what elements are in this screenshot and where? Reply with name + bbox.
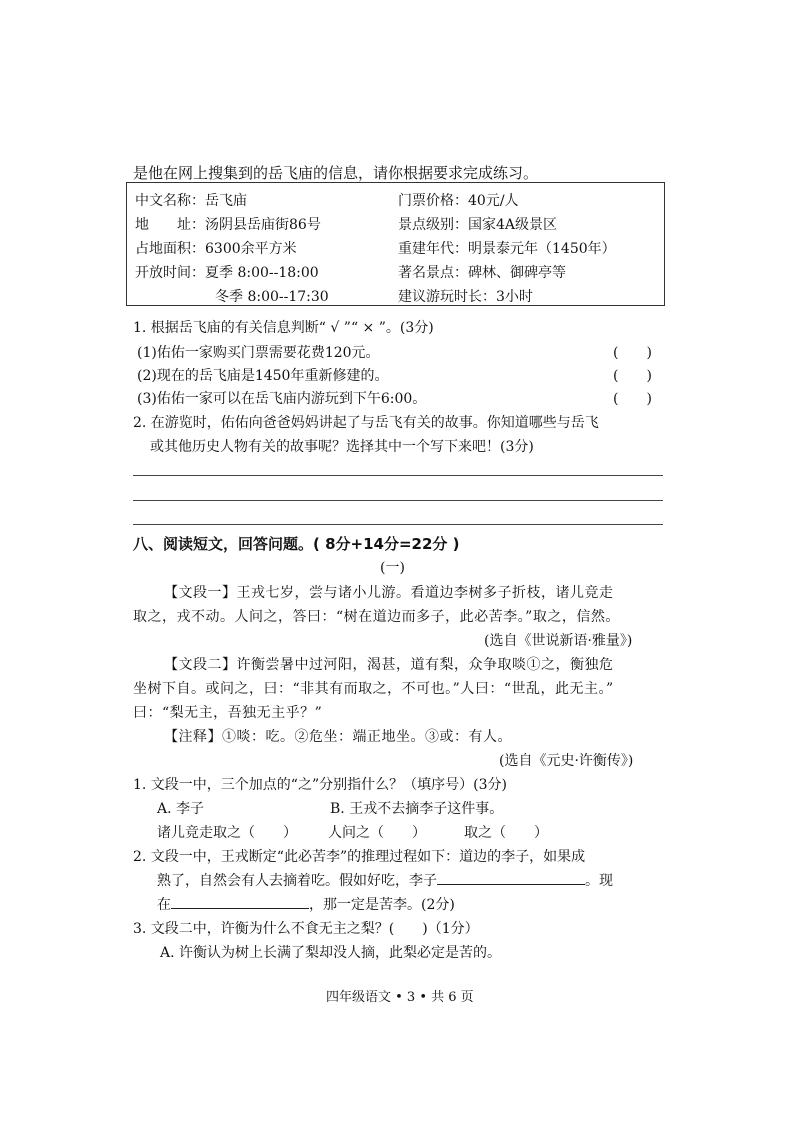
passage-2-note: 【注释】①啖：吃。②危坐：端正地坐。③或：有人。	[164, 729, 512, 745]
page-footer: 四年级语文 • 3 • 共 6 页	[326, 990, 474, 1005]
reading-q2-text-c: 在	[157, 897, 171, 913]
reading-q1-option-b: B. 王戎不去摘李子这件事。	[330, 801, 504, 817]
reading-q2-line-1: 2. 文段一中，王戎断定“此必苦李”的推理过程如下：道边的李子，如果成	[133, 849, 586, 865]
info-hours: 开放时间：夏季 8:00--18:00	[135, 265, 319, 281]
info-duration: 建议游玩时长：3小时	[398, 289, 533, 305]
reading-q2-line-3	[157, 894, 455, 914]
q1-answer-1[interactable]: ( )	[613, 345, 652, 361]
reading-q3-option-a: A. 许衡认为树上长满了梨却没人摘，此梨必定是苦的。	[160, 945, 502, 961]
reading-q2-text-d: ，那一定是苦李。(2分)	[309, 897, 455, 913]
reading-q3-stem: 3. 文段二中，许衡为什么不食无主之梨？( )（1分）	[133, 921, 479, 937]
reading-q1-blank-1[interactable]: 诸儿竞走取之（ ）	[157, 825, 297, 841]
info-rebuilt: 重建年代：明景泰元年（1450年）	[398, 241, 616, 257]
q2-line-1: 2. 在游览时，佑佑向爸爸妈妈讲起了与岳飞有关的故事。你知道哪些与岳飞	[133, 415, 599, 431]
passage-2-source: (选自《元史·许衡传》)	[499, 753, 634, 769]
info-area: 占地面积：6300余平方米	[135, 241, 297, 257]
info-ticket: 门票价格：40元/人	[398, 193, 519, 209]
reading-q2-text-a: 熟了，自然会有人去摘着吃。假如好吃，李子	[157, 873, 437, 889]
q1-answer-3[interactable]: ( )	[613, 391, 652, 407]
passage-2-line-2: 坐树下自。或问之，曰：“非其有而取之，不可也。”人曰：“世乱，此无主。”	[133, 681, 614, 697]
reading-q1-option-a: A. 李子	[157, 801, 205, 817]
intro-text: 是他在网上搜集到的岳飞庙的信息，请你根据要求完成练习。	[133, 164, 539, 182]
q1-item-2: (2)现在的岳飞庙是1450年重新修建的。	[137, 368, 389, 384]
answer-line[interactable]	[133, 500, 663, 501]
info-name: 中文名称：岳飞庙	[135, 193, 247, 209]
q1-item-1: (1)佑佑一家购买门票需要花费120元。	[137, 345, 380, 361]
section-title: 八、阅读短文，回答问题。( 8分+14分=22分 )	[133, 535, 460, 553]
passage-1-line-2: 取之，戎不动。人问之，答曰：“树在道边而多子，此必苦李。”取之，信然。	[133, 609, 620, 625]
info-level: 景点级别：国家4A级景区	[398, 217, 558, 233]
part-label: (一)	[380, 560, 405, 576]
reading-q1-blank-3[interactable]: 取之（ ）	[464, 825, 548, 841]
q1-item-3: (3)佑佑一家可以在岳飞庙内游玩到下午6:00。	[137, 391, 427, 407]
q1-answer-2[interactable]: ( )	[613, 368, 652, 384]
info-box	[126, 182, 665, 306]
passage-2-line-3: 曰：“梨无主，吾独无主乎？”	[133, 705, 323, 721]
q2-line-2: 或其他历史人物有关的故事呢？选择其中一个写下来吧！(3分)	[150, 439, 534, 455]
reading-q2-blank-1[interactable]	[437, 870, 585, 885]
answer-line[interactable]	[133, 524, 663, 525]
info-sights: 著名景点：碑林、御碑亭等	[398, 265, 566, 281]
reading-q1-blank-2[interactable]: 人问之（ ）	[328, 825, 426, 841]
reading-q2-line-2	[157, 870, 613, 890]
info-address: 地 址：汤阴县岳庙街86号	[135, 217, 321, 233]
info-hours-winter: 冬季 8:00--17:30	[215, 289, 329, 305]
reading-q2-blank-2[interactable]	[171, 894, 309, 909]
answer-line[interactable]	[133, 475, 663, 476]
reading-q2-text-b: 。现	[585, 873, 613, 889]
q1-stem: 1. 根据岳飞庙的有关信息判断“ √ ”“ × ”。(3分)	[133, 320, 434, 336]
passage-2-line-1: 【文段二】许衡尝暑中过河阳，渴甚，道有梨，众争取啖①之，衡独危	[164, 657, 614, 673]
passage-1-source: (选自《世说新语·雅量》)	[484, 633, 633, 649]
reading-q1-stem: 1. 文段一中，三个加点的“之”分别指什么？（填序号）(3分)	[133, 777, 507, 793]
passage-1-line-1: 【文段一】王戎七岁，尝与诸小儿游。看道边李树多子折枝，诸儿竞走	[164, 585, 614, 601]
